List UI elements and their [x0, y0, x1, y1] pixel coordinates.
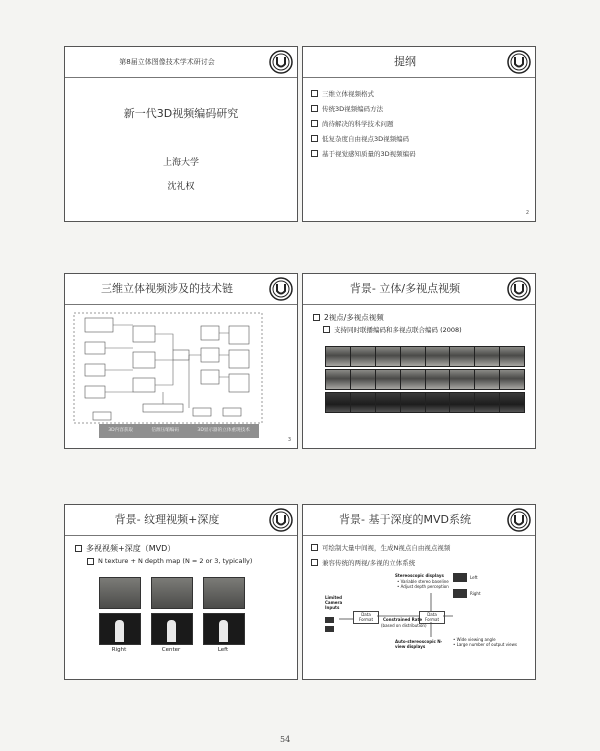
slide-title: 提纲 [394, 55, 416, 68]
caption-item: 信源压缩编码 [151, 428, 179, 433]
view-label: Center [161, 647, 181, 653]
slide-header [65, 47, 297, 78]
outline-list [311, 89, 529, 164]
checkbox-bullet-icon [87, 558, 94, 565]
depth-map-image [203, 613, 245, 645]
technology-chain-diagram [73, 312, 263, 424]
texture-image [99, 577, 141, 609]
limited-camera-label: Limited Camera Inputs [325, 595, 343, 610]
depth-map-image [151, 613, 193, 645]
slide-6 [302, 504, 536, 680]
slide-3 [64, 273, 298, 449]
checkbox-bullet-icon [311, 105, 318, 112]
slide-2 [302, 46, 536, 222]
slide-title: 背景- 立体/多视点视频 [349, 282, 461, 295]
conference-title: 第8届立体图像技术学术研讨会 [119, 58, 215, 66]
list-item: 三维立体视频格式 [311, 89, 529, 98]
list-item: 基于视觉感知质量的3D视频编码 [311, 149, 529, 158]
slide-1 [64, 46, 298, 222]
data-format-out-box: Data Format [419, 611, 445, 624]
bullet-1: 多视视频+深度（MVD） [75, 543, 175, 554]
university-logo-icon [269, 277, 293, 301]
bullet-2: 支持同时联播编码和多视点联合编码 (2008) [323, 325, 462, 334]
university-logo-icon [507, 50, 531, 74]
stereo-displays-label: Stereoscopic displays [395, 573, 444, 578]
slide-title: 三维立体视频涉及的技术链 [101, 282, 233, 295]
slide-title: 背景- 纹理视频+深度 [114, 513, 220, 526]
texture-image [203, 577, 245, 609]
view-label: Right [111, 647, 127, 653]
stereo-note: • Variable stereo baseline [397, 579, 449, 584]
checkbox-bullet-icon [311, 150, 318, 157]
multiview-strip [325, 346, 525, 367]
combined-rate-label: Constrained Rate [383, 617, 423, 622]
slide-page-number: 3 [287, 437, 291, 443]
texture-image [151, 577, 193, 609]
university-logo-icon [269, 50, 293, 74]
list-item: 低复杂度自由视点3D视频编码 [311, 134, 529, 143]
university-logo-icon [507, 277, 531, 301]
slide-header [303, 47, 535, 78]
list-item: 兼容传统的两视/多视的立体系统 [311, 558, 529, 567]
slide-header [303, 274, 535, 305]
multiview-strip [325, 392, 525, 413]
slide-4 [302, 273, 536, 449]
checkbox-bullet-icon [323, 326, 330, 333]
checkbox-bullet-icon [311, 135, 318, 142]
chain-caption-bar [99, 424, 259, 438]
bullet-2: N texture + N depth map (N = 2 or 3, typically) [87, 557, 252, 565]
caption-item: 3D内容获取 [108, 428, 134, 433]
slide-header [65, 274, 297, 305]
list-item: 可绘制大量中间视，生成N视点自由视点视频 [311, 543, 529, 552]
document-page-number: 54 [280, 735, 291, 744]
combined-rate-sub: (based on distribution) [381, 623, 427, 628]
autostereo-label: Auto-stereoscopic N-view displays [395, 639, 443, 649]
auto-note: • Wide viewing angle [453, 637, 496, 642]
presentation-title: 新一代3D视频编码研究 [123, 107, 239, 120]
mvd-flow-arrows [303, 505, 535, 679]
list-item: 尚待解决的科学技术问题 [311, 119, 529, 128]
stereo-note: • Adjust depth perception [397, 584, 449, 589]
bullet-1: 2视点/多视点视频 [313, 312, 384, 323]
slide-title: 背景- 基于深度的MVD系统 [339, 513, 471, 526]
checkbox-bullet-icon [311, 90, 318, 97]
slide-page-number: 2 [525, 210, 529, 216]
right-label: Right [470, 591, 481, 596]
slide-5 [64, 504, 298, 680]
checkbox-bullet-icon [311, 120, 318, 127]
multiview-strip [325, 369, 525, 390]
list-item: 传统3D视频编码方法 [311, 104, 529, 113]
data-format-in-box: Data Format [353, 611, 379, 624]
checkbox-bullet-icon [75, 545, 82, 552]
institution: 上海大学 [162, 158, 199, 168]
checkbox-bullet-icon [313, 314, 320, 321]
university-logo-icon [269, 508, 293, 532]
auto-note: • Large number of output views [453, 642, 517, 647]
left-label: Left [470, 575, 478, 580]
author: 沈礼权 [167, 182, 195, 192]
slide-header [65, 505, 297, 536]
caption-item: 3D显示器的立体重现技术 [197, 428, 250, 433]
view-label: Left [217, 647, 229, 653]
depth-map-image [99, 613, 141, 645]
